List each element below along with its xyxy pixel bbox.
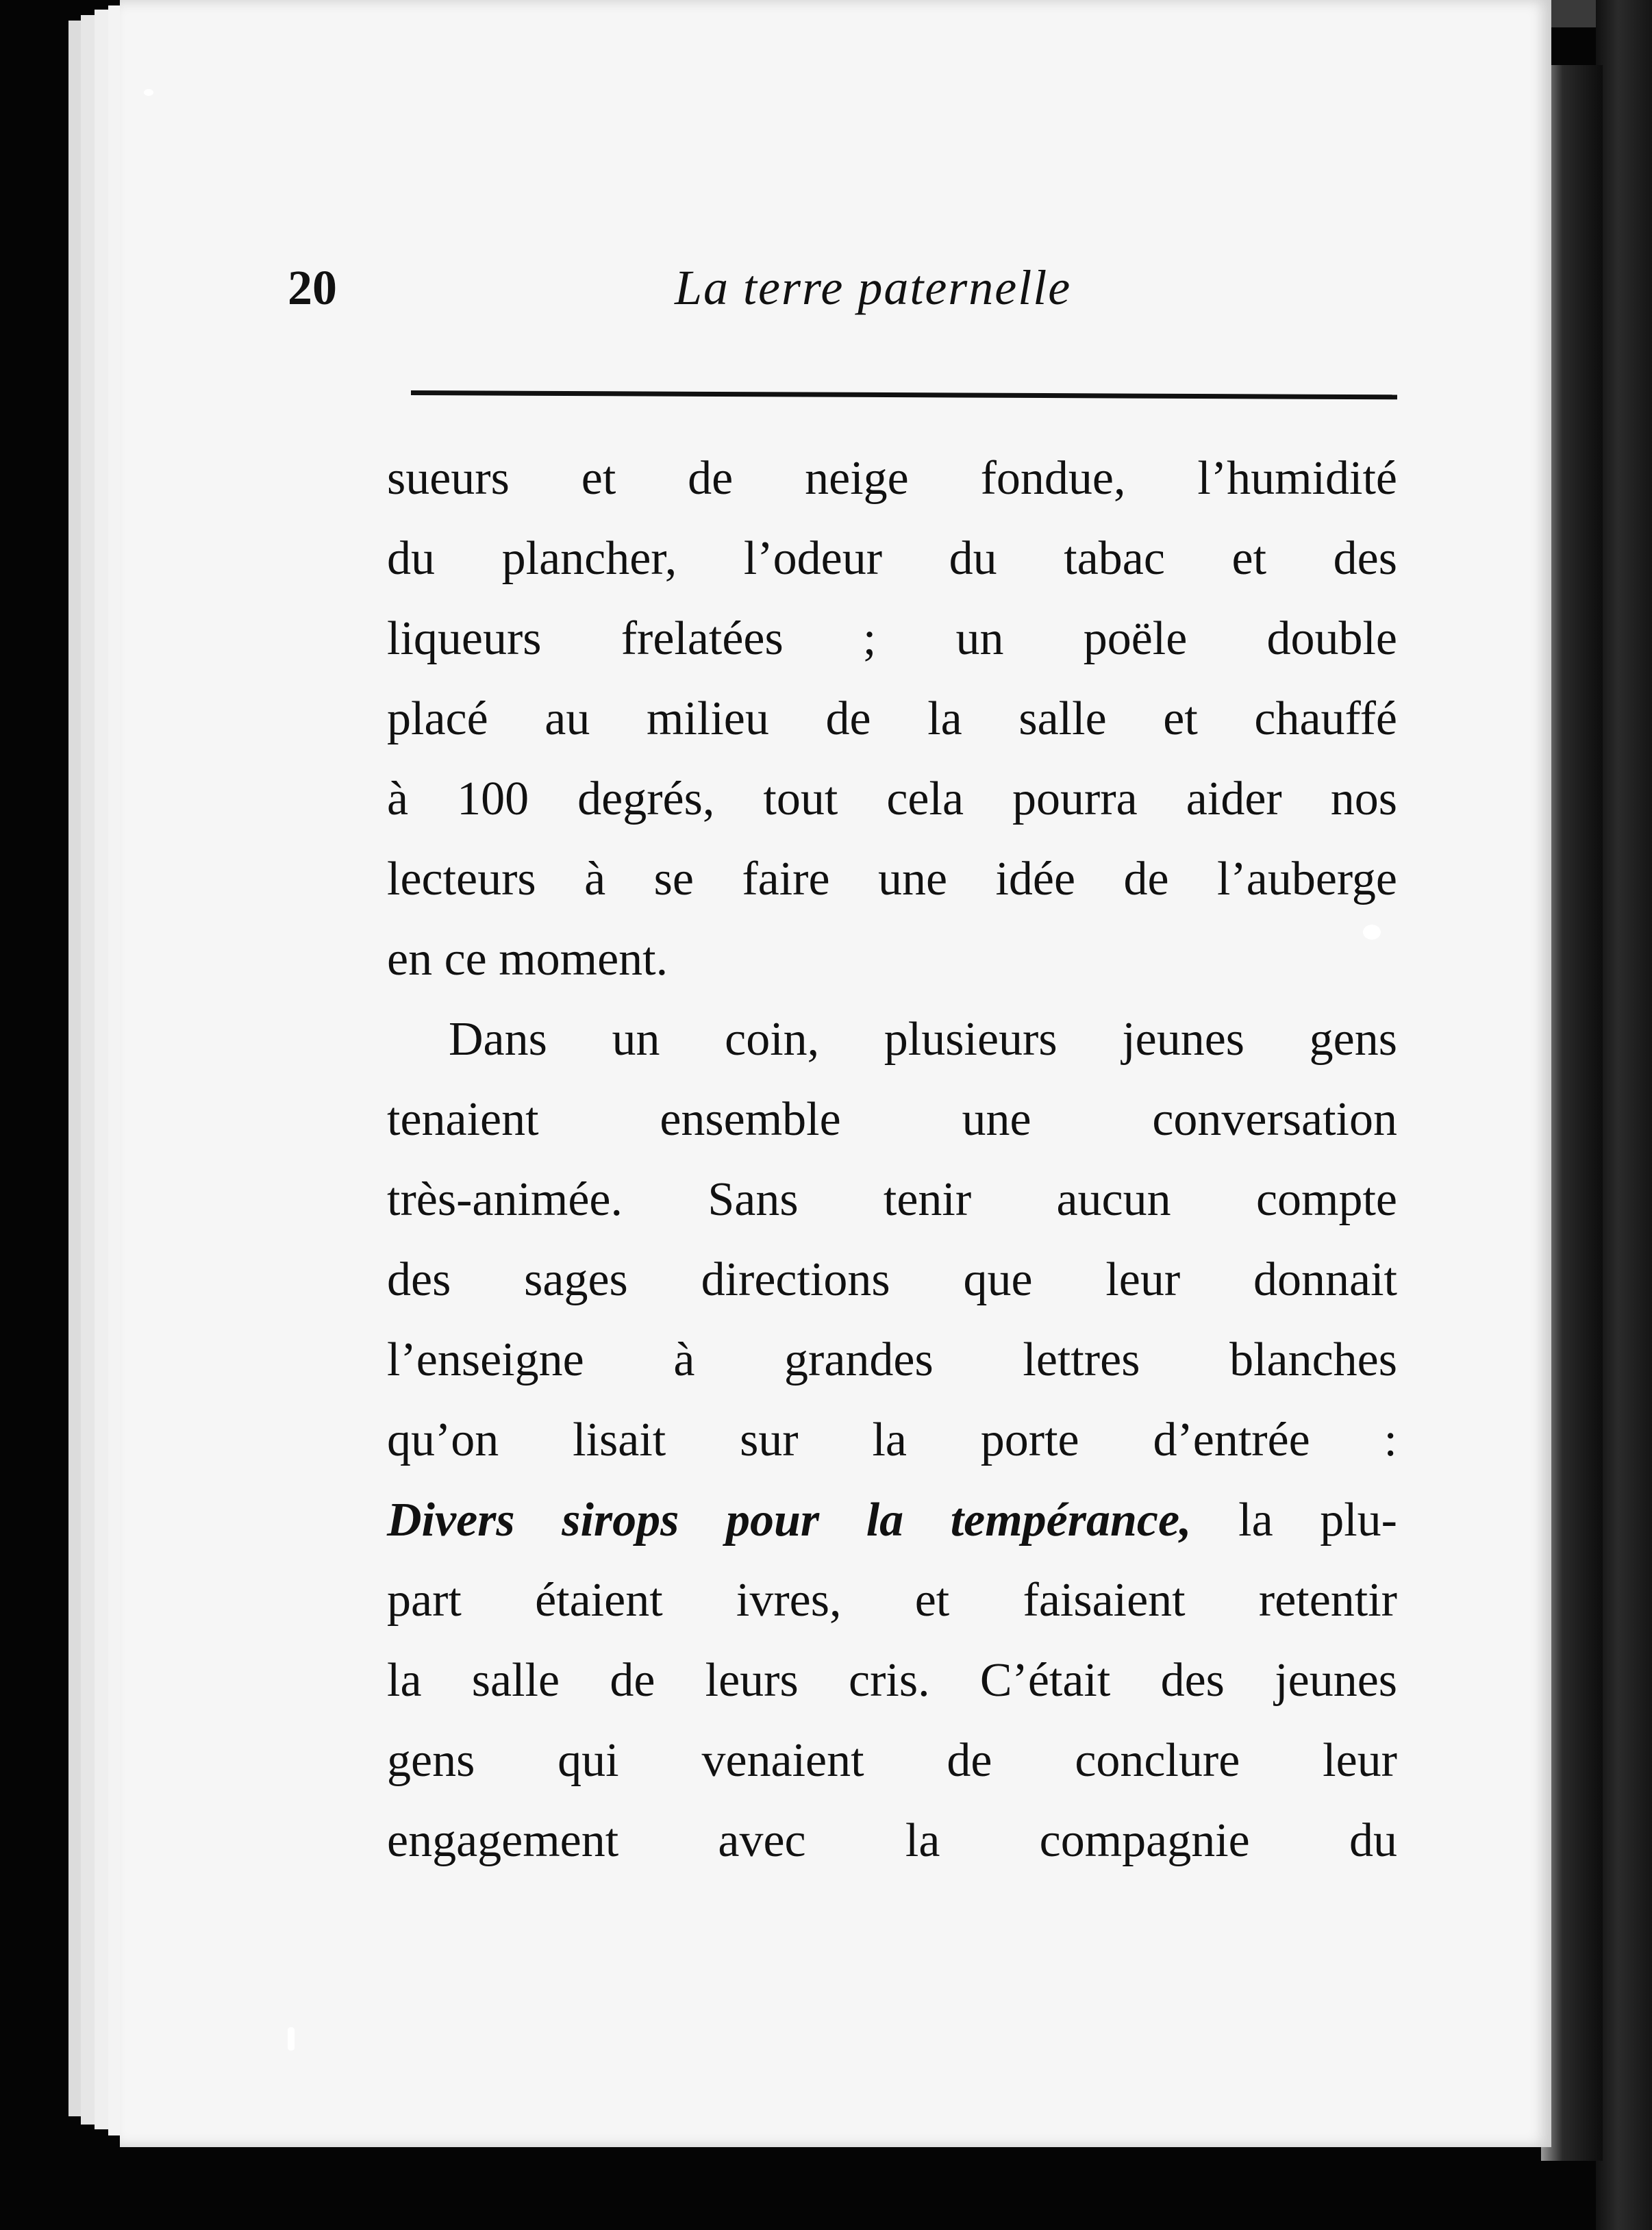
text-line: en ce moment. bbox=[387, 933, 668, 986]
text-line: des sages directions que leur donnait bbox=[387, 1253, 1397, 1306]
scanner-right-band bbox=[1596, 0, 1652, 2230]
text-line: placé au milieu de la salle et chauffé bbox=[387, 692, 1397, 745]
body-text bbox=[387, 438, 1397, 1881]
text-line-with-italic bbox=[387, 1480, 1397, 1560]
text-line: l’enseigne à grandes lettres blanches bbox=[387, 1333, 1397, 1386]
text-line: qu’on lisait sur la porte d’entrée : bbox=[387, 1414, 1397, 1466]
running-title: La terre paternelle bbox=[675, 260, 1072, 315]
text-line-continuation: la plu- bbox=[1238, 1494, 1397, 1546]
text-line: tenaient ensemble une conversation bbox=[387, 1093, 1397, 1146]
running-head bbox=[288, 253, 1356, 342]
text-line: sueurs et de neige fondue, l’humidité bbox=[387, 452, 1397, 505]
text-line: engagement avec la compagnie du bbox=[387, 1814, 1397, 1867]
italic-phrase: Divers sirops pour la tempérance, bbox=[387, 1494, 1192, 1546]
text-line: du plancher, l’odeur du tabac et des bbox=[387, 532, 1397, 585]
text-line: la salle de leurs cris. C’était des jeunes bbox=[387, 1654, 1397, 1707]
text-line: part étaient ivres, et faisaient retentir bbox=[387, 1574, 1397, 1627]
scan-speck bbox=[288, 2027, 295, 2051]
text-line: lecteurs à se faire une idée de l’auberge bbox=[387, 853, 1397, 905]
text-line: très-animée. Sans tenir aucun compte bbox=[387, 1173, 1397, 1226]
text-line: à 100 degrés, tout cela pourra aider nos bbox=[387, 773, 1397, 825]
text-line: Dans un coin, plusieurs jeunes gens bbox=[449, 1013, 1397, 1066]
scan-speck bbox=[1363, 925, 1381, 940]
scan-speck bbox=[144, 89, 153, 96]
text-line: liqueurs frelatées ; un poële double bbox=[387, 612, 1397, 665]
text-line: gens qui venaient de conclure leur bbox=[387, 1734, 1397, 1787]
page-number: 20 bbox=[288, 260, 337, 315]
